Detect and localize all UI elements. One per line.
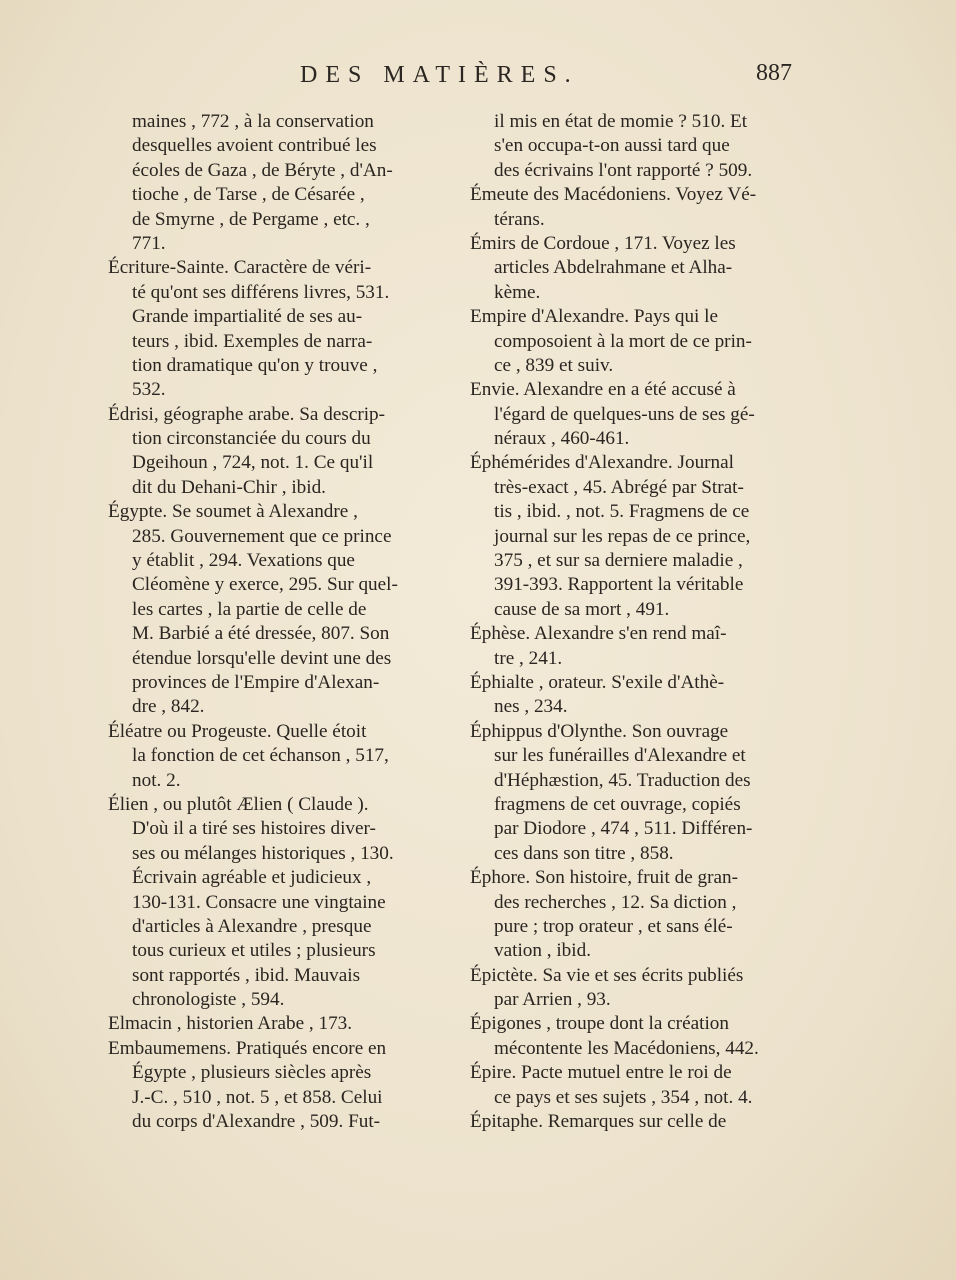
index-entry (108, 403, 442, 501)
index-line: articles Abdelrahmane et Alha- (494, 257, 733, 279)
index-line: Écrivain agréable et judicieux , (132, 867, 372, 889)
index-line: y établit , 294. Vexations que (132, 550, 355, 572)
index-line: cause de sa mort , 491. (494, 598, 670, 620)
index-line: néraux , 460-461. (494, 428, 630, 450)
index-line: des recherches , 12. Sa diction , (494, 891, 737, 913)
index-line: du corps d'Alexandre , 509. Fut- (132, 1111, 381, 1133)
index-line: Égypte , plusieurs siècles après (132, 1062, 372, 1084)
index-line: s'en occupa-t-on aussi tard que (494, 135, 730, 157)
index-line: composoient à la mort de ce prin- (494, 330, 752, 352)
index-line: desquelles avoient contribué les (132, 135, 377, 157)
index-line: Égypte. Se soumet à Alexandre , (108, 501, 358, 523)
index-line: Dgeihoun , 724, not. 1. Ce qu'il (132, 452, 374, 474)
index-entry (470, 866, 800, 964)
index-line: étendue lorsqu'elle devint une des (132, 647, 392, 669)
index-line: Éphèse. Alexandre s'en rend maî- (470, 623, 727, 645)
index-line: dre , 842. (132, 696, 205, 718)
index-line: ses ou mélanges historiques , 130. (132, 842, 394, 864)
index-line: térans. (494, 208, 545, 230)
index-entry (470, 671, 800, 720)
index-line: Épitaphe. Remarques sur celle de (470, 1111, 727, 1133)
index-entry (470, 720, 800, 866)
index-line: Empire d'Alexandre. Pays qui le (470, 306, 719, 328)
index-line: provinces de l'Empire d'Alexan- (132, 671, 380, 693)
index-entry (470, 378, 800, 451)
index-line: chronologiste , 594. (132, 989, 285, 1011)
index-line: Édrisi, géographe arabe. Sa descrip- (108, 403, 386, 425)
index-entry (108, 110, 442, 256)
index-entry (470, 622, 800, 671)
index-line: Elmacin , historien Arabe , 173. (108, 1013, 353, 1035)
index-line: pure ; trop orateur , et sans élé- (494, 915, 733, 937)
page-number: 887 (756, 60, 792, 86)
index-line: dit du Dehani-Chir , ibid. (132, 476, 326, 498)
index-line: Émeute des Macédoniens. Voyez Vé- (470, 184, 757, 206)
index-entry (470, 451, 800, 622)
index-line: écoles de Gaza , de Béryte , d'An- (132, 159, 393, 181)
index-line: journal sur les repas de ce prince, (494, 525, 751, 547)
index-line: tion circonstanciée du cours du (132, 428, 371, 450)
index-line: nes , 234. (494, 696, 568, 718)
index-line: fragmens de cet ouvrage, copiés (494, 793, 741, 815)
index-column-left (108, 110, 442, 1134)
index-line: il mis en état de momie ? 510. Et (494, 111, 748, 132)
index-entry (108, 793, 442, 1013)
index-line: ce pays et ses sujets , 354 , not. 4. (494, 1086, 753, 1108)
index-line: tous curieux et utiles ; plusieurs (132, 940, 376, 962)
index-line: 391-393. Rapportent la véritable (494, 574, 744, 596)
index-entry (470, 964, 800, 1013)
index-line: tion dramatique qu'on y trouve , (132, 354, 378, 376)
index-line: kème. (494, 281, 541, 303)
index-line: Grande impartialité de ses au- (132, 306, 363, 328)
index-line: Cléomène y exerce, 295. Sur quel- (132, 574, 398, 596)
index-line: ces dans son titre , 858. (494, 842, 674, 864)
index-line: d'Héphæstion, 45. Traduction des (494, 769, 751, 791)
index-line: Épigones , troupe dont la création (470, 1013, 729, 1035)
index-line: Éléatre ou Progeuste. Quelle étoit (108, 720, 367, 742)
index-line: d'articles à Alexandre , presque (132, 915, 372, 937)
index-line: par Diodore , 474 , 511. Différen- (494, 818, 753, 840)
index-line: J.-C. , 510 , not. 5 , et 858. Celui (132, 1086, 383, 1108)
index-line: vation , ibid. (494, 940, 591, 962)
index-line: Épictète. Sa vie et ses écrits publiés (470, 964, 744, 986)
index-line: tioche , de Tarse , de Césarée , (132, 184, 365, 206)
index-line: Éphore. Son histoire, fruit de gran- (470, 867, 739, 889)
index-line: Élien , ou plutôt Ælien ( Claude ). (108, 793, 369, 815)
index-line: mécontente les Macédoniens, 442. (494, 1037, 759, 1059)
index-line: teurs , ibid. Exemples de narra- (132, 330, 373, 352)
index-line: 375 , et sur sa derniere maladie , (494, 550, 743, 572)
index-entry (470, 1061, 800, 1110)
index-line: 130-131. Consacre une vingtaine (132, 891, 386, 913)
index-entry (108, 720, 442, 793)
index-entry (470, 232, 800, 305)
index-line: Éphippus d'Olynthe. Son ouvrage (470, 720, 729, 742)
index-line: not. 2. (132, 769, 181, 791)
index-entry (108, 256, 442, 402)
index-line: Éphémérides d'Alexandre. Journal (470, 452, 734, 474)
index-line: maines , 772 , à la conservation (132, 111, 374, 132)
index-entry (470, 305, 800, 378)
index-entry (108, 1012, 442, 1036)
running-head: DES MATIÈRES. (300, 62, 579, 88)
index-line: M. Barbié a été dressée, 807. Son (132, 623, 390, 645)
index-line: D'où il a tiré ses histoires diver- (132, 818, 376, 840)
index-line: Envie. Alexandre en a été accusé à (470, 379, 736, 401)
index-line: les cartes , la partie de celle de (132, 598, 367, 620)
index-line: 771. (132, 232, 166, 254)
index-entry (470, 1110, 800, 1134)
index-line: la fonction de cet échanson , 517, (132, 745, 389, 767)
index-line: par Arrien , 93. (494, 989, 611, 1011)
index-line: Éphialte , orateur. S'exile d'Athè- (470, 671, 725, 693)
index-line: tre , 241. (494, 647, 563, 669)
index-line: tis , ibid. , not. 5. Fragmens de ce (494, 501, 750, 523)
index-line: Embaumemens. Pratiqués encore en (108, 1037, 387, 1059)
index-line: l'égard de quelques-uns de ses gé- (494, 403, 755, 425)
index-entry (470, 1012, 800, 1061)
index-entry (470, 110, 800, 183)
index-line: ce , 839 et suiv. (494, 354, 614, 376)
index-column-right (470, 110, 800, 1134)
index-line: des écrivains l'ont rapporté ? 509. (494, 159, 753, 181)
index-line: 285. Gouvernement que ce prince (132, 525, 392, 547)
index-entry (108, 500, 442, 720)
index-line: sont rapportés , ibid. Mauvais (132, 964, 361, 986)
index-line: Écriture-Sainte. Caractère de véri- (108, 257, 372, 279)
index-line: té qu'ont ses différens livres, 531. (132, 281, 390, 303)
index-line: Émirs de Cordoue , 171. Voyez les (470, 232, 736, 254)
index-line: Épire. Pacte mutuel entre le roi de (470, 1062, 732, 1084)
index-line: très-exact , 45. Abrégé par Strat- (494, 476, 744, 498)
index-line: sur les funérailles d'Alexandre et (494, 745, 746, 767)
index-entry (470, 183, 800, 232)
index-entry (108, 1037, 442, 1135)
index-line: de Smyrne , de Pergame , etc. , (132, 208, 370, 230)
index-line: 532. (132, 379, 166, 401)
